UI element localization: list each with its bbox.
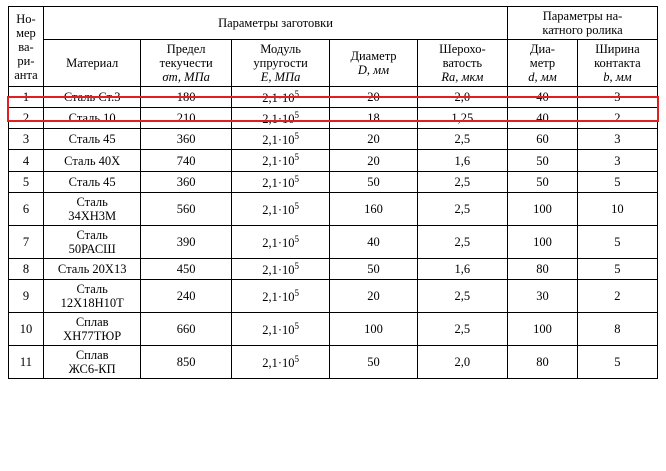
header-roller-width-line1: Ширина xyxy=(595,42,640,56)
cell-roughness: 2,0 xyxy=(417,345,507,378)
cell-roller-diameter: 80 xyxy=(508,258,578,279)
cell-roller-width: 8 xyxy=(577,312,657,345)
cell-roughness: 1,6 xyxy=(417,258,507,279)
cell-roller-diameter: 40 xyxy=(508,108,578,129)
cell-modulus-exponent: 5 xyxy=(294,152,299,163)
cell-roller-width: 2 xyxy=(577,279,657,312)
cell-roller-diameter: 100 xyxy=(508,312,578,345)
cell-material-line1: Сталь xyxy=(76,281,108,296)
cell-material-line1: Сплав xyxy=(75,347,109,362)
cell-roughness: 1,6 xyxy=(417,150,507,171)
header-group-roller-line1: Параметры на- xyxy=(542,9,623,23)
cell-material-line1: Сталь xyxy=(76,227,108,242)
cell-material-line1: Сплав xyxy=(75,314,109,329)
cell-variant-no: 7 xyxy=(9,225,44,258)
cell-variant-no: 8 xyxy=(9,258,44,279)
cell-modulus-mantissa: 2,1·10 xyxy=(262,262,295,277)
table-row xyxy=(9,345,658,378)
cell-roller-diameter: 50 xyxy=(508,171,578,192)
cell-modulus-mantissa: 2,1·10 xyxy=(262,202,295,217)
cell-modulus-exponent: 5 xyxy=(294,110,299,121)
cell-diameter: 18 xyxy=(330,108,417,129)
cell-modulus-exponent: 5 xyxy=(294,260,299,271)
cell-diameter: 20 xyxy=(330,129,417,150)
cell-modulus xyxy=(231,279,330,312)
cell-diameter: 50 xyxy=(330,258,417,279)
cell-modulus-mantissa: 2,1·10 xyxy=(262,235,295,250)
header-yield-strength xyxy=(141,40,231,87)
cell-roller-width: 5 xyxy=(577,171,657,192)
cell-yield: 210 xyxy=(141,108,231,129)
header-modulus-units: E, МПа xyxy=(260,70,301,84)
header-material: Материал xyxy=(43,40,141,87)
cell-modulus-exponent: 5 xyxy=(294,200,299,211)
cell-material-line1: Сталь 45 xyxy=(68,174,116,189)
cell-modulus-exponent: 5 xyxy=(294,353,299,364)
cell-material xyxy=(43,258,141,279)
cell-yield: 390 xyxy=(141,225,231,258)
cell-variant-no: 11 xyxy=(9,345,44,378)
cell-diameter: 40 xyxy=(330,225,417,258)
cell-roller-width: 5 xyxy=(577,225,657,258)
cell-diameter: 20 xyxy=(330,87,417,108)
table-row xyxy=(9,192,658,225)
cell-diameter: 100 xyxy=(330,312,417,345)
table-row xyxy=(9,225,658,258)
cell-material xyxy=(43,108,141,129)
cell-variant-no: 5 xyxy=(9,171,44,192)
cell-diameter: 50 xyxy=(330,171,417,192)
cell-roughness: 2,5 xyxy=(417,312,507,345)
cell-roller-diameter: 40 xyxy=(508,87,578,108)
cell-variant-no: 10 xyxy=(9,312,44,345)
cell-modulus xyxy=(231,192,330,225)
table-row xyxy=(9,312,658,345)
cell-yield: 450 xyxy=(141,258,231,279)
cell-material xyxy=(43,171,141,192)
cell-roller-diameter: 80 xyxy=(508,345,578,378)
cell-material-line1: Сталь Ст.3 xyxy=(63,90,121,105)
cell-material-line2: 50РАСШ xyxy=(68,241,116,256)
cell-material xyxy=(43,312,141,345)
cell-material xyxy=(43,279,141,312)
cell-roller-diameter: 30 xyxy=(508,279,578,312)
cell-material-line2: ХН77ТЮР xyxy=(63,328,122,343)
cell-modulus-exponent: 5 xyxy=(294,89,299,99)
cell-variant-no: 2 xyxy=(9,108,44,129)
header-variant-number-line4: ри- xyxy=(17,53,35,68)
header-group-blank: Параметры заготовки xyxy=(43,7,507,40)
cell-material-line1: Сталь 45 xyxy=(68,132,116,147)
cell-modulus-exponent: 5 xyxy=(294,320,299,331)
header-roller-diameter-line1: Диа- xyxy=(529,42,555,56)
header-modulus-line1: Модуль xyxy=(260,42,301,56)
table-row xyxy=(9,279,658,312)
header-roller-diameter-line2: метр xyxy=(529,56,556,70)
cell-variant-no: 4 xyxy=(9,150,44,171)
table-row xyxy=(9,87,658,108)
cell-roller-diameter: 100 xyxy=(508,225,578,258)
cell-material-line2: 34ХН3М xyxy=(68,208,117,223)
cell-material-line1: Сталь 10 xyxy=(68,111,116,126)
header-variant-number-line5: анта xyxy=(14,67,38,82)
cell-roughness: 1,25 xyxy=(417,108,507,129)
cell-modulus-exponent: 5 xyxy=(294,287,299,298)
cell-modulus-exponent: 5 xyxy=(294,173,299,184)
cell-modulus-mantissa: 2,1·10 xyxy=(262,154,295,169)
header-roller-width-units: b, мм xyxy=(603,70,632,84)
cell-yield: 850 xyxy=(141,345,231,378)
cell-roughness: 2,0 xyxy=(417,87,507,108)
cell-diameter: 160 xyxy=(330,192,417,225)
header-variant-number-line2: мер xyxy=(16,25,36,40)
cell-yield: 180 xyxy=(141,87,231,108)
header-variant-number xyxy=(9,7,44,87)
table-row xyxy=(9,171,658,192)
cell-modulus-mantissa: 2,1·10 xyxy=(262,290,295,305)
cell-yield: 360 xyxy=(141,129,231,150)
header-variant-number-line3: ва- xyxy=(18,39,34,54)
cell-material-line1: Сталь xyxy=(76,194,108,209)
cell-diameter: 50 xyxy=(330,345,417,378)
header-roller-width xyxy=(577,40,657,87)
cell-modulus-mantissa: 2,1·10 xyxy=(262,112,295,127)
header-modulus xyxy=(231,40,330,87)
header-roughness-units: Ra, мкм xyxy=(441,70,484,84)
cell-roller-width: 3 xyxy=(577,87,657,108)
cell-roller-width: 2 xyxy=(577,108,657,129)
header-roughness xyxy=(417,40,507,87)
cell-modulus-exponent: 5 xyxy=(294,233,299,244)
cell-roller-width: 3 xyxy=(577,150,657,171)
cell-modulus-exponent: 5 xyxy=(294,131,299,142)
cell-yield: 740 xyxy=(141,150,231,171)
cell-diameter: 20 xyxy=(330,150,417,171)
cell-modulus-mantissa: 2,1·10 xyxy=(262,91,295,106)
cell-modulus xyxy=(231,87,330,108)
cell-material xyxy=(43,192,141,225)
header-group-roller-line2: катного ролика xyxy=(542,23,623,37)
cell-material xyxy=(43,129,141,150)
cell-roller-diameter: 60 xyxy=(508,129,578,150)
cell-modulus-mantissa: 2,1·10 xyxy=(262,356,295,371)
header-row-columns xyxy=(9,40,658,87)
cell-material xyxy=(43,87,141,108)
cell-roller-diameter: 100 xyxy=(508,192,578,225)
cell-yield: 660 xyxy=(141,312,231,345)
cell-roughness: 2,5 xyxy=(417,129,507,150)
table-body xyxy=(9,87,658,379)
cell-modulus-mantissa: 2,1·10 xyxy=(262,175,295,190)
cell-modulus xyxy=(231,108,330,129)
header-yield-line2: текучести xyxy=(159,56,213,70)
cell-modulus xyxy=(231,312,330,345)
cell-material-line1: Сталь 20Х13 xyxy=(57,261,127,276)
cell-modulus xyxy=(231,225,330,258)
table-header xyxy=(9,7,658,87)
cell-roller-width: 10 xyxy=(577,192,657,225)
cell-modulus-mantissa: 2,1·10 xyxy=(262,323,295,338)
cell-roller-diameter: 50 xyxy=(508,150,578,171)
cell-material xyxy=(43,345,141,378)
header-modulus-line2: упругости xyxy=(253,56,308,70)
cell-modulus xyxy=(231,345,330,378)
cell-roller-width: 5 xyxy=(577,345,657,378)
parameters-table xyxy=(8,6,658,379)
cell-roller-width: 5 xyxy=(577,258,657,279)
header-yield-line1: Предел xyxy=(166,42,206,56)
cell-roughness: 2,5 xyxy=(417,171,507,192)
header-diameter-units: D, мм xyxy=(357,63,390,77)
cell-yield: 240 xyxy=(141,279,231,312)
cell-variant-no: 1 xyxy=(9,87,44,108)
header-roller-diameter-units: d, мм xyxy=(528,70,557,84)
header-row-groups xyxy=(9,7,658,40)
cell-variant-no: 9 xyxy=(9,279,44,312)
cell-modulus xyxy=(231,258,330,279)
cell-variant-no: 6 xyxy=(9,192,44,225)
cell-roller-width: 3 xyxy=(577,129,657,150)
table-row xyxy=(9,150,658,171)
cell-material-line1: Сталь 40Х xyxy=(64,153,121,168)
cell-modulus xyxy=(231,129,330,150)
cell-modulus-mantissa: 2,1·10 xyxy=(262,133,295,148)
cell-material-line2: ЖС6-КП xyxy=(68,361,116,376)
cell-modulus xyxy=(231,150,330,171)
cell-material xyxy=(43,225,141,258)
header-roughness-line1: Шерохо- xyxy=(439,42,486,56)
cell-modulus xyxy=(231,171,330,192)
cell-yield: 360 xyxy=(141,171,231,192)
header-group-roller xyxy=(508,7,658,40)
cell-roughness: 2,5 xyxy=(417,225,507,258)
cell-material-line2: 12Х18Н10Т xyxy=(60,295,124,310)
cell-diameter: 20 xyxy=(330,279,417,312)
cell-roughness: 2,5 xyxy=(417,192,507,225)
header-variant-number-line1: Но- xyxy=(16,11,36,26)
cell-variant-no: 3 xyxy=(9,129,44,150)
cell-roughness: 2,5 xyxy=(417,279,507,312)
cell-yield: 560 xyxy=(141,192,231,225)
header-diameter xyxy=(330,40,417,87)
table-row xyxy=(9,129,658,150)
header-roller-width-line2: контакта xyxy=(594,56,641,70)
table-row xyxy=(9,108,658,129)
header-diameter-line1: Диаметр xyxy=(350,49,397,63)
header-yield-units: σт, МПа xyxy=(162,70,210,84)
header-roughness-line2: ватость xyxy=(442,56,483,70)
table-row xyxy=(9,258,658,279)
cell-material xyxy=(43,150,141,171)
header-roller-diameter xyxy=(508,40,578,87)
